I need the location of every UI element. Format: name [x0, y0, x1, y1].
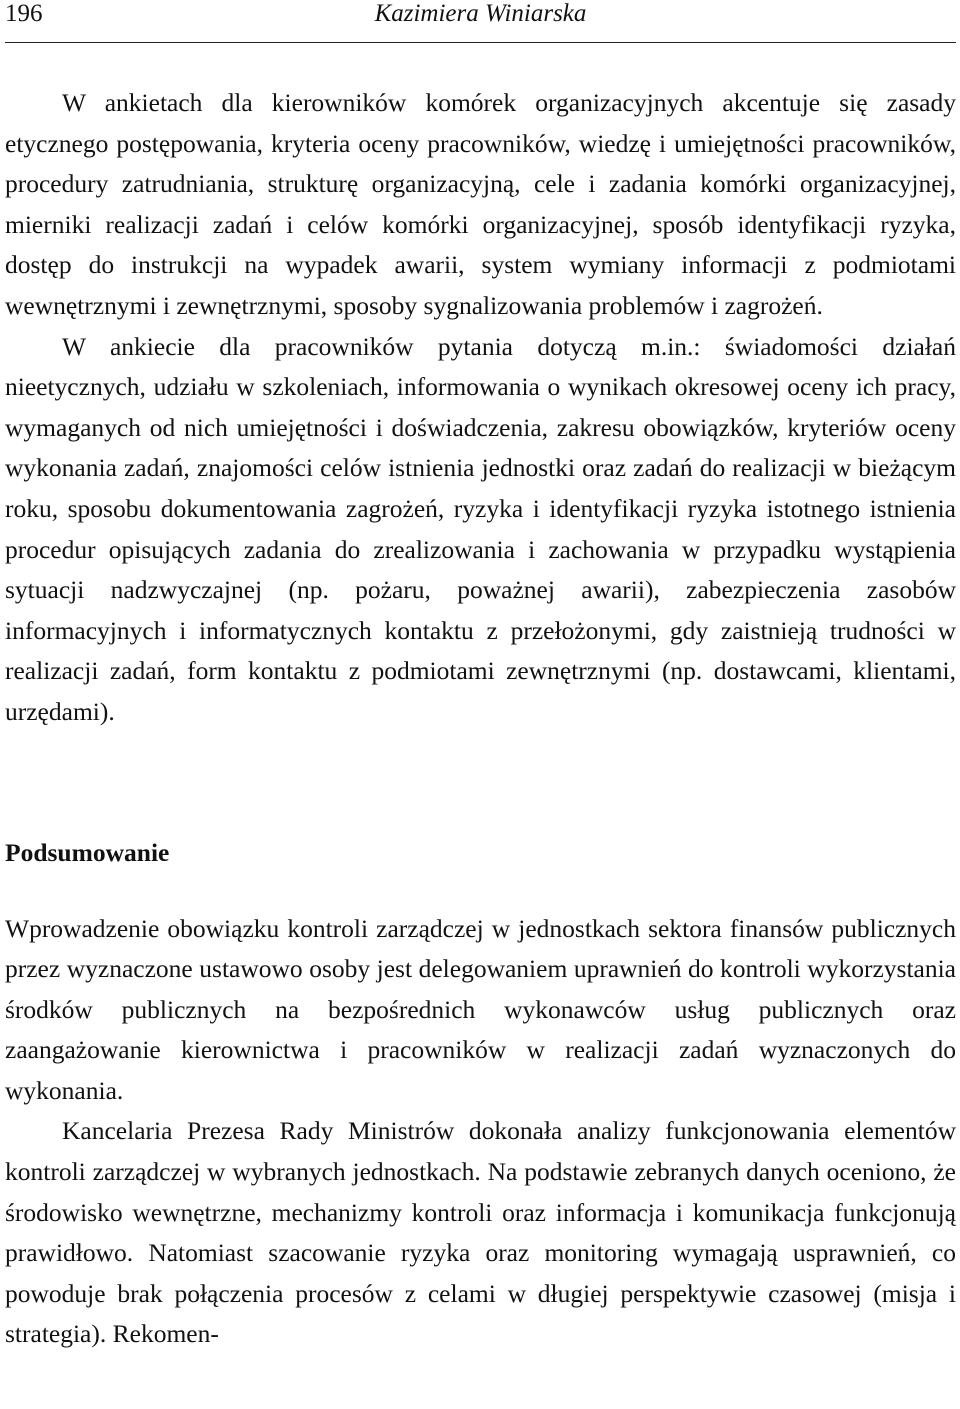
page-header [5, 0, 956, 43]
running-title: Kazimiera Winiarska [374, 0, 587, 27]
paragraph: W ankiecie dla pracowników pytania dotyczą m.in.: świadomości działań nieetycznych, udziału w szkoleniach, informowania o wynikach okresowej oceny ich pracy, wymaganych od nich umiejętności i doświadczenia, zakresu obowiązków, kryteriów oceny wykonania zadań, znajomości celów istnienia jednostki oraz zadań do realizacji w bieżącym roku, sposobu dokumentowania zagrożeń, ryzyka i identyfikacji ryzyka istotnego istnienia procedur opisujących zadania do zrealizowania i zachowania w przypadku wystąpienia sytuacji nadzwyczajnej (np. pożaru, poważnej awarii), zabezpieczenia zasobów informacyjnych i informatycznych kontaktu z przełożonymi, gdy zaistnieją trudności w realizacji zadań, form kontaktu z podmiotami zewnętrznymi (np. dostawcami, klientami, urzędami). [5, 331, 956, 726]
paragraph: Kancelaria Prezesa Rady Ministrów dokonała analizy funkcjonowania elementów kontroli zarządczej w wybranych jednostkach. Na podstawie zebranych danych oceniono, że środowisko wewnętrzne, mechanizmy kontroli oraz informacja i komunikacja funkcjonują prawidłowo. Natomiast szacowanie ryzyka oraz monitoring wymagają usprawnień, co powoduje brak połączenia procesów z celami w długiej perspektywie czasowej (misja i strategia). Rekomen- [5, 1116, 956, 1349]
body-section-1 [5, 83, 956, 733]
book-page [5, 0, 956, 1355]
page-number: 196 [5, 0, 43, 27]
section-heading: Podsumowanie [5, 837, 170, 867]
body-section-2 [5, 909, 956, 1356]
paragraph: W ankietach dla kierowników komórek organizacyjnych akcentuje się zasady etycznego postępowania, kryteria oceny pracowników, wiedzę i umiejętności pracowników, procedury zatrudniania, strukturę organizacyjną, cele i zadania komórki organizacyjnej, mierniki realizacji zadań i celów komórki organizacyjnej, sposób identyfikacji ryzyka, dostęp do instrukcji na wypadek awarii, system wymiany informacji z podmiotami wewnętrznymi i zewnętrznymi, sposoby sygnalizowania problemów i zagrożeń. [5, 88, 956, 320]
paragraph: Wprowadzenie obowiązku kontroli zarządczej w jednostkach sektora finansów publicznych przez wyznaczone ustawowo osoby jest delegowaniem uprawnień do kontroli wykorzystania środków publicznych na bezpośrednich wykonawców usług publicznych oraz zaangażowanie kierownictwa i pracowników w realizacji zadań wyznaczonych do wykonania. [5, 913, 956, 1105]
